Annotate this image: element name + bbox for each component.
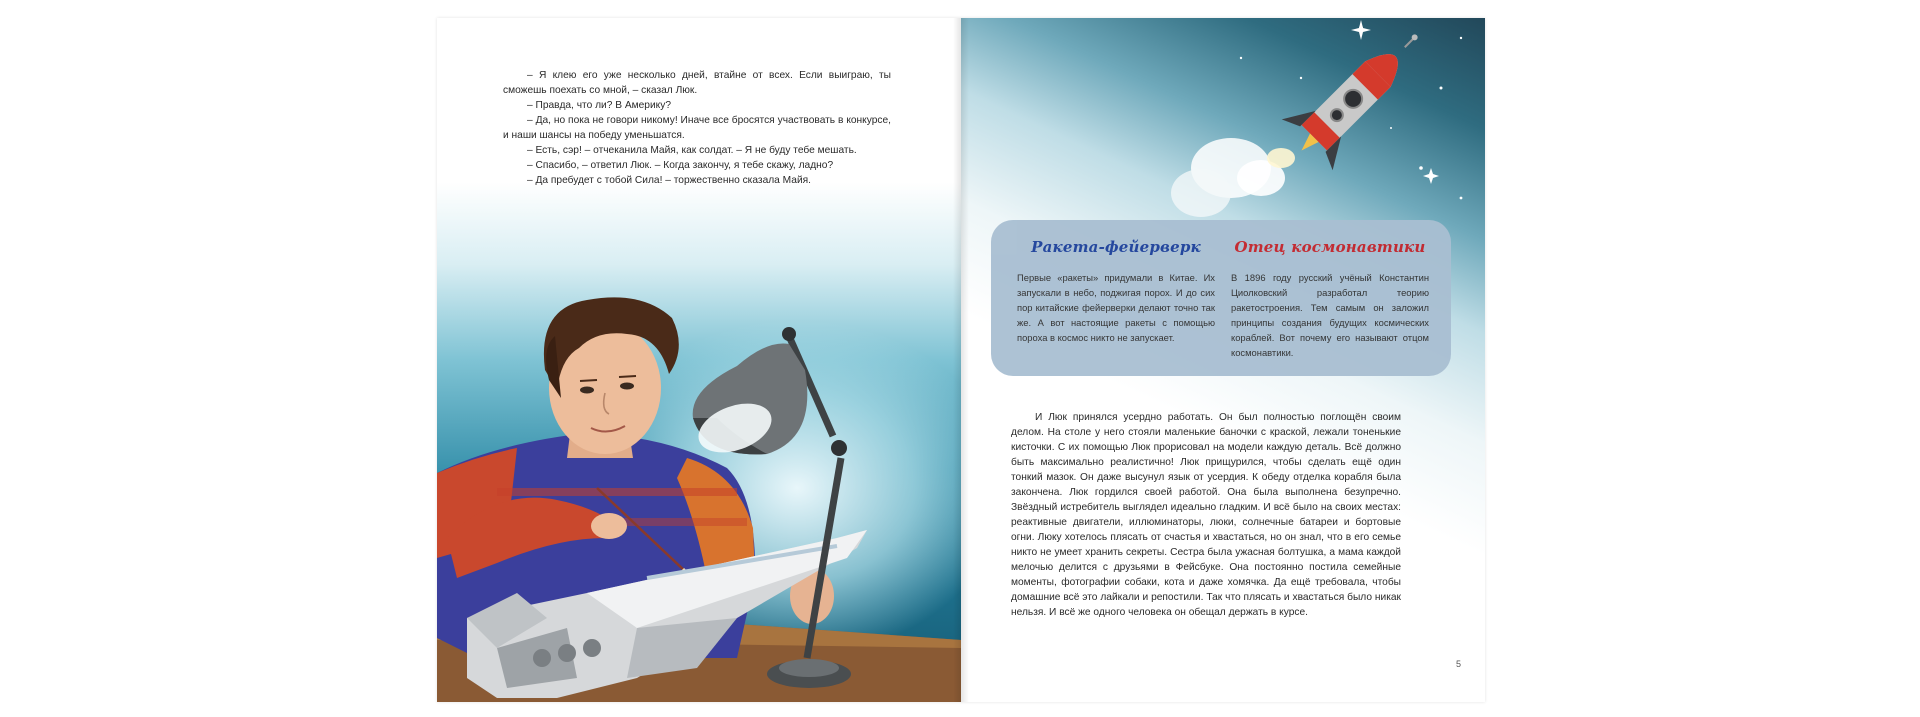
paragraph: – Я клею его уже несколько дней, втайне от всех. Если выиграю, ты сможешь поехать со мной, – сказал Люк. xyxy=(503,70,891,96)
left-page xyxy=(437,18,961,702)
paragraph: – Правда, что ли? В Америку? xyxy=(527,100,671,111)
paragraph: – Есть, сэр! – отчеканила Майя, как солдат. – Я не буду тебе мешать. xyxy=(527,145,857,156)
story-text-top xyxy=(503,68,891,188)
info-text: Первые «ракеты» придумали в Китае. Их запускали в небо, поджигая порох. И до сих пор китайские фейерверки делают точно так же. А вот настоящие ракеты с помощью пороха в космос никто не запускает. xyxy=(1017,272,1215,343)
info-text: В 1896 году русский учёный Константин Циолковский разработал теорию ракетостроения. Тем самым он заложил принципы создания будущих космических кораблей. Вот почему его называют отцом космонавтики. xyxy=(1231,272,1429,358)
page-number: 5 xyxy=(1456,659,1462,669)
info-title: Отец космонавтики xyxy=(1234,238,1426,256)
paragraph: – Да пребудет с тобой Сила! – торжественно сказала Майя. xyxy=(527,175,811,186)
info-column-father-of-cosmonautics xyxy=(1231,238,1429,360)
book-spread xyxy=(437,18,1485,702)
info-title: Ракета-фейерверк xyxy=(1031,238,1201,256)
story-text-bottom: И Люк принялся усердно работать. Он был полностью поглощён своим делом. На столе у него стояли маленькие баночки с краской, лежали тоненькие кисточки. С их помощью Люк прорисовал на модели каждую деталь. Всё должно быть максимально реалистично! Люк прищурился, чтобы сделать ещё один тонкий мазок. Он даже высунул язык от усердия. К обеду отделка корабля была закончена. Люк гордился своей работой. Она была выполнена безупречно. Звёздный истребитель выглядел идеально гладким. И всё было на своих местах: реактивные двигатели, иллюминаторы, люки, солнечные батареи и бортовые огни. Люку хотелось плясать от счастья и хвастаться, но он знал, что в его семье никто не умеет хранить секреты. Сестра была ужасная болтушка, а мама каждой мелочью делится с друзьями в Фейсбуке. Она постоянно постила семейные моменты, фотографии собаки, кота и даже хомячка. Да ещё требовала, чтобы домашние всё это лайкали и репостили. Так что плясать и хвастаться было никак нельзя. И всё же одного человека он обещал держать в курсе. xyxy=(1011,412,1401,618)
info-box xyxy=(991,220,1451,376)
info-column-rocket-firework xyxy=(1017,238,1215,345)
paragraph: – Спасибо, – ответил Люк. – Когда закончу, я тебе скажу, ладно? xyxy=(527,160,834,171)
right-page xyxy=(961,18,1485,702)
book-gutter xyxy=(953,18,969,702)
paragraph: – Да, но пока не говори никому! Иначе все бросятся участвовать в конкурсе, и наши шансы на победу уменьшатся. xyxy=(503,115,891,141)
